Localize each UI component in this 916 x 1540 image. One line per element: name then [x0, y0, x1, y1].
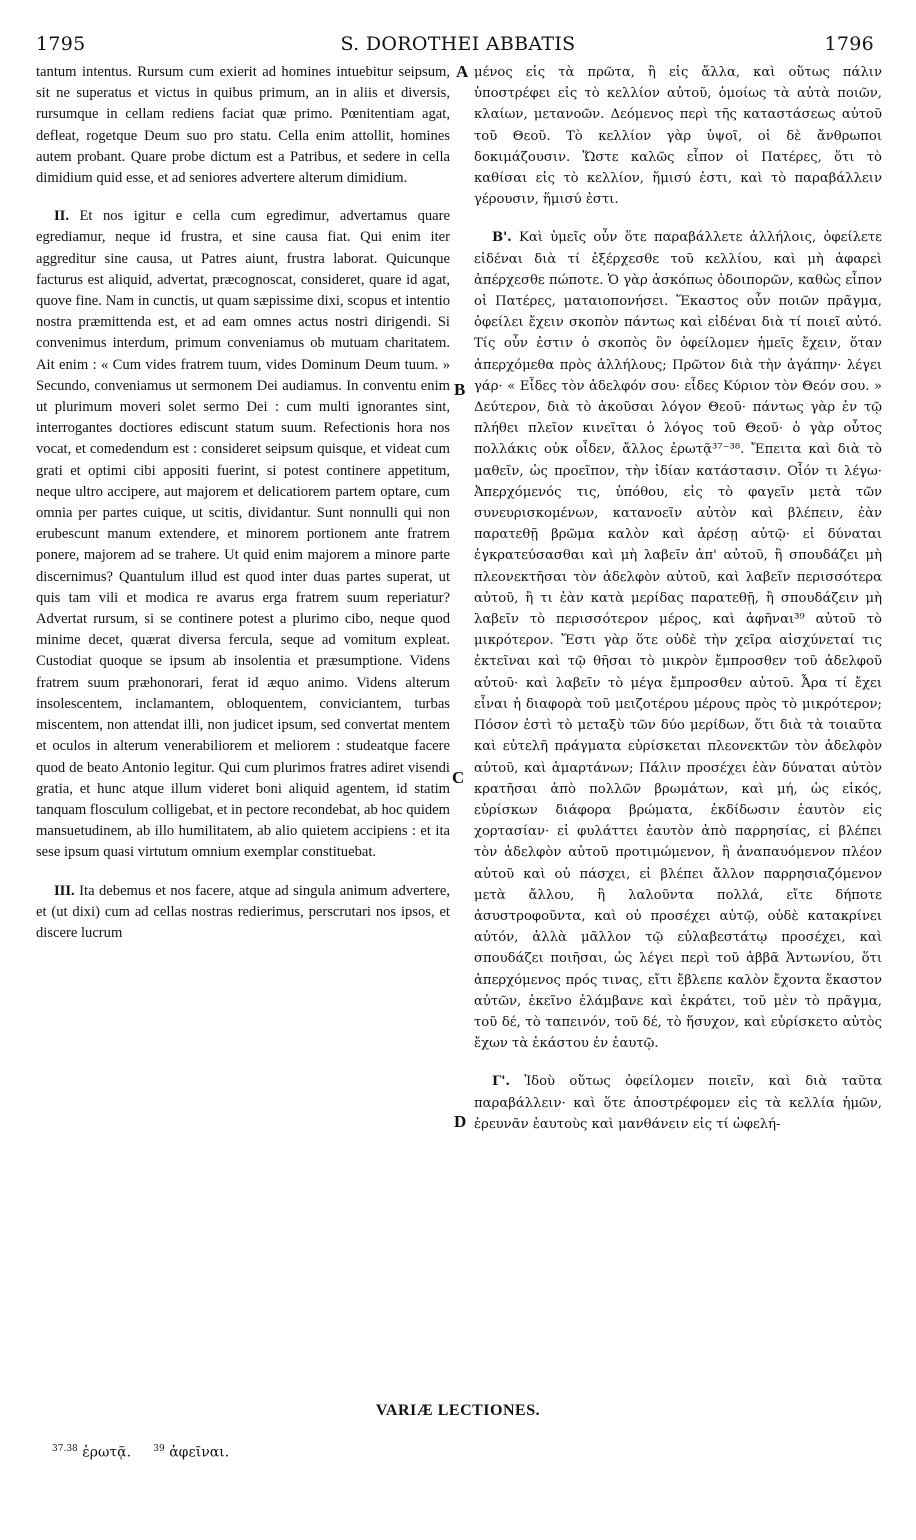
- note-text: ἐρωτᾷ.: [82, 1444, 132, 1461]
- latin-section-number: III.: [54, 882, 75, 899]
- note-text: ἀφεῖναι.: [169, 1444, 230, 1461]
- greek-column: [474, 62, 882, 1135]
- variae-lectiones-notes: [52, 1444, 229, 1461]
- greek-paragraph-2: [474, 227, 882, 1054]
- greek-paragraph-text: Καὶ ὑμεῖς οὖν ὅτε παραβάλλετε ἀλλήλοις, ὀφείλετε εἰδέναι διὰ τί ἐξέρχεσθε τοῦ κελλίου, καὶ μὴ ἀφαρεὶ ἀπέρχεσθε πώποτε. Ὁ γὰρ ἀσκόπως ὁδοιπορῶν, καθὼς εἶπον οἱ Πατέρες, ματαιοπονήσει. Ἕκαστος οὖν ποιῶν πρᾶγμα, ὀφείλει ἔχειν σκοπὸν πάντως καὶ εἰδέναι διὰ τί ποιεῖ αὐτό. Τίς οὖν ἐστιν ὁ σκοπὸς ὃν ὀφείλομεν ἡμεῖς ἔχειν, ὅταν ἀπερχόμεθα πρὸς ἀλλήλους; Πρῶτον διὰ τὴν ἀγάπην· λέγει γάρ· « Εἶδες τὸν ἀδελφόν σου· εἶδες Κύριον τὸν Θεόν σου. » Δεύτερον, διὰ τὸ ἀκοῦσαι λόγον Θεοῦ· πάντως γὰρ ἐν τῷ πλήθει πλεῖον κινεῖται ὁ λόγος τοῦ Θεοῦ· ὁ γὰρ οὗτος πολλάκις οὐκ οἶδεν, ἄλλος ἐρωτᾷ³⁷⁻³⁸. Ἔπειτα καὶ διὰ τὸ μαθεῖν, ὡς προεῖπον, τὴν ἰδίαν κατάστασιν. Οἷόν τι λέγω· Ἀπερχόμενός τις, ὑπόθου, εἰς τὸ φαγεῖν μετὰ τῶν συνευρισκομένων, κατανοεῖν αὐτὸν καὶ βλέπειν, ἐὰν παρατεθῇ βρῶμα καλὸν καὶ ἀρέσῃ αὐτῷ· εἰ δύναται ἐγκρατεύσασθαι καὶ μὴ λαβεῖν ἀπ' αὐτοῦ, ἢ σπουδάζει μὴ πλεονεκτῆσαι τὸν ἀδελφὸν αὐτοῦ, καὶ λαβεῖν περισσότερα αὐτοῦ, ἢ τι ἐὰν κατὰ μερίδας παρατεθῇ, ἢ σπουδάζειν μὴ λαβεῖν τὸ περισσότερον μέρος, καὶ ἀφῆναι³⁹ αὐτοῦ τὸ μικρότερον. Ἔστι γὰρ ὅτε οὐδὲ τὴν χεῖρα αἰσχύνεταί τις ἐκτεῖναι καὶ τῷ θῆσαι τὸ μικρὸν ἔμπροσθεν τοῦ ἀδελφοῦ αὐτοῦ· καὶ λαβεῖν τὸ μέγα ἔμπροσθεν αὐτοῦ. Ἆρα τί ἔχει εἶναι ἡ διαφορὰ τοῦ μειζοτέρου μέρους πρὸς τὸ μικρότερον; Πόσον ἐστὶ τὸ μεταξὺ τῶν δύο μερίδων, ὅτι διὰ τὰ τοιαῦτα καὶ εὐτελῆ πράγματα εὑρίσκεται πλεονεκτῶν τὸν ἀδελφὸν αὐτοῦ, καὶ ἁμαρτάνων; Πάλιν προσέχει ἐὰν δύναται αὐτὸν κρατῆσαι ἀπὸ πολλῶν βρωμάτων, καὶ μή, ὡς εἰκός, εὑρίσκων διάφορα βρώματα, ἐκδίδωσιν ἑαυτὸν εἰς χορτασίαν· εἰ φυλάττει ἑαυτὸν ἀπὸ παρρησίας, εἰ βλέπει τὸν ἀδελφὸν αὐτοῦ προτιμώμενον, ἢ ἀναπαυόμενον πλέον αὐτοῦ καὶ οὐ πάσχει, εἰ βλέπει ἄλλον παρρησιαζόμενον μετὰ ἄλλου, ἢ λαλοῦντα πολλά, εἴτε δήποτε ἀσυστροφοῦντα, καὶ οὐ προσέχει αὐτῷ, οὐδὲ κατακρίνει αὐτόν, ἀλλὰ μᾶλλον τῷ εὐλαβεστάτῳ προσέχει, καὶ σπουδάζει ποιῆσαι, ὡς λέγει περὶ τοῦ ἀββᾶ Ἀντωνίου, ὅτι ἀπερχόμενος πρός τινας, εἴτι ἔβλεπε καλὸν ἔχοντα ἕκαστον αὐτῶν, ἐκεῖνο ἐλάμβανε καὶ ἐκράτει, τοῦ μὲν τὸ πρᾶγμα, τοῦ δέ, τὸ ταπεινόν, τοῦ δέ, τὸ ἥσυχον, καὶ εὑρίσκετο αὐτὸς ἔχων τὰ ἑκάστου ἐν ἑαυτῷ.: [474, 230, 882, 1052]
- margin-marker-c: C: [452, 768, 465, 787]
- latin-paragraph-3: [36, 881, 450, 945]
- greek-section-number: Γ'.: [492, 1074, 510, 1090]
- greek-paragraph-text: Ἰδοὺ οὕτως ὀφείλομεν ποιεῖν, καὶ διὰ ταῦτα παραβάλλειν· καὶ ὅτε ἀποστρέφομεν εἰς τὰ κελλία ἡμῶν, ἐρευνᾶν ἑαυτοὺς καὶ μανθάνειν εἰς τί ὠφελή-: [474, 1074, 882, 1132]
- variae-lectiones-title: VARIÆ LECTIONES.: [375, 1402, 541, 1419]
- greek-paragraph-3: [474, 1071, 882, 1135]
- greek-section-number: Β'.: [492, 230, 512, 246]
- latin-section-number: II.: [54, 208, 70, 225]
- note-number: 37.38: [52, 1444, 78, 1454]
- latin-paragraph-text: Et nos igitur e cella cum egredimur, advertamus quare egrediamur, neque id frustra, et sine causa fiat. Qui enim iter aggreditur sine causa, ut Patres aiunt, frustra laborat. Quicunque facturus est aliquid, advertat, præcognoscat, consideret, quare id agat, quove fine. Nam in cunctis, ut quam sæpissime dixi, scopus et intentio nostra præmittenda est, et ad eam omnes actus nostri dirigendi. Si convenimus interdum, primum conveniamus ob mutuam charitatem. Ait enim : « Cum vides fratrem tuum, vides Dominum Deum tuum. » Secundo, conveniamus ut sermonem Dei audiamus. In conventu enim ut plurimum moveri solet sermo Dei : cum multi ignorantes sint, interrogantes doctiores ediscunt statum suum. Refectionis hora nos vocat, et comedendum est : consideret seipsum quisque, et videat cum grati et optimi cibi appositi fuerint, si potest continere appetitum, neque ultro accipere, aut majorem et delicatiorem partem optare, cum omnia per partes cuique, ut scitis, dividantur. Sunt nonnulli qui non erubescunt manum extendere, et minorem portionem ante fratrem ponere, majorem ad se trahere. Ut quid enim majorem a minore parte discernimus? Quantulum illud est quod inter duas partes superat, ut quis tam vili et modica re avarus erga fratrem suum reperiatur? Advertat rursum, si se continere potest a plurimo cibo, neque quod minime decet, quærat diversa fercula, seque ad vomitum expleat. Custodiat quoque se ipsum ab insolentia et præsumptione. Videns fratrem suum præhonorari, ferat id æquo animo. Videns alterum insolescentem, inclamantem, obloquentem, conviciantem, turbas miscentem, non attendat illi, non judicet ipsum, sed convertat mentem et oculos in alterum venerabiliorem et meliorem : studeatque facere quod de beato Antonio legitur. Qui cum plurimos fratres adiret visendi gratia, et hunc atque illum videret boni aliquid agentem, id statim tanquam flosculum colligebat, et in pectore recondebat, ab hoc quidem mansuetudinem, ab illo humilitatem, ab alio quietem accipiens : et ita sese ipsum quasi virtutum omnium exemplar constituebat.: [36, 208, 451, 861]
- latin-column: [36, 62, 450, 944]
- margin-marker-b: B: [454, 380, 466, 399]
- latin-paragraph-text: Ita debemus et nos facere, atque ad singula animum advertere, et (ut dixi) cum ad cellas nostras redierimus, perscrutari nos ipsos, et discere lucrum: [36, 882, 450, 941]
- greek-paragraph-text: μένος εἰς τὰ πρῶτα, ἢ εἰς ἄλλα, καὶ οὕτως πάλιν ὑποστρέφει εἰς τὸ κελλίον αὐτοῦ, ὁμοίως τὰ αὐτὰ ποιῶν, κλαίων, μετανοῶν. Δεόμενος περὶ τῆς καταστάσεως αὐτοῦ τοῦ Θεοῦ. Τὸ κελλίον γὰρ ὑψοῖ, οἱ δὲ ἄνθρωποι δοκιμάζουσιν. Ὥστε καλῶς εἶπον οἱ Πατέρες, ὅτι τὸ καθίσαι εἰς τὸ κελλίον, ἥμισύ ἐστι, καὶ τὸ παραβάλλειν γέρουσιν, ἥμισύ ἐστι.: [474, 65, 882, 208]
- greek-paragraph-1: [474, 62, 882, 210]
- running-title: S. DOROTHEI ABBATIS: [340, 33, 576, 55]
- margin-marker-a: A: [456, 62, 469, 81]
- page-number-left: 1795: [36, 33, 86, 55]
- page-number-right: 1796: [824, 33, 874, 55]
- margin-marker-d: D: [454, 1112, 467, 1131]
- note-number: 39: [153, 1444, 165, 1454]
- latin-paragraph-text: tantum intentus. Rursum cum exierit ad homines intuebitur seipsum, sit ne superatus et victus in quibus primum, an in aliis et diversis, rursumque in cellam rediens faciat quæ primo. Pœnitentiam agat, defleat, rogetque Deum suo pro statu. Cella enim attollit, homines autem probant. Quare probe dictum est a Patribus, et sedere in cella dimidium quid esse, et ad seniores advertere alterum dimidium.: [36, 64, 450, 187]
- latin-paragraph-2: [36, 206, 450, 863]
- latin-paragraph-1: [36, 62, 450, 189]
